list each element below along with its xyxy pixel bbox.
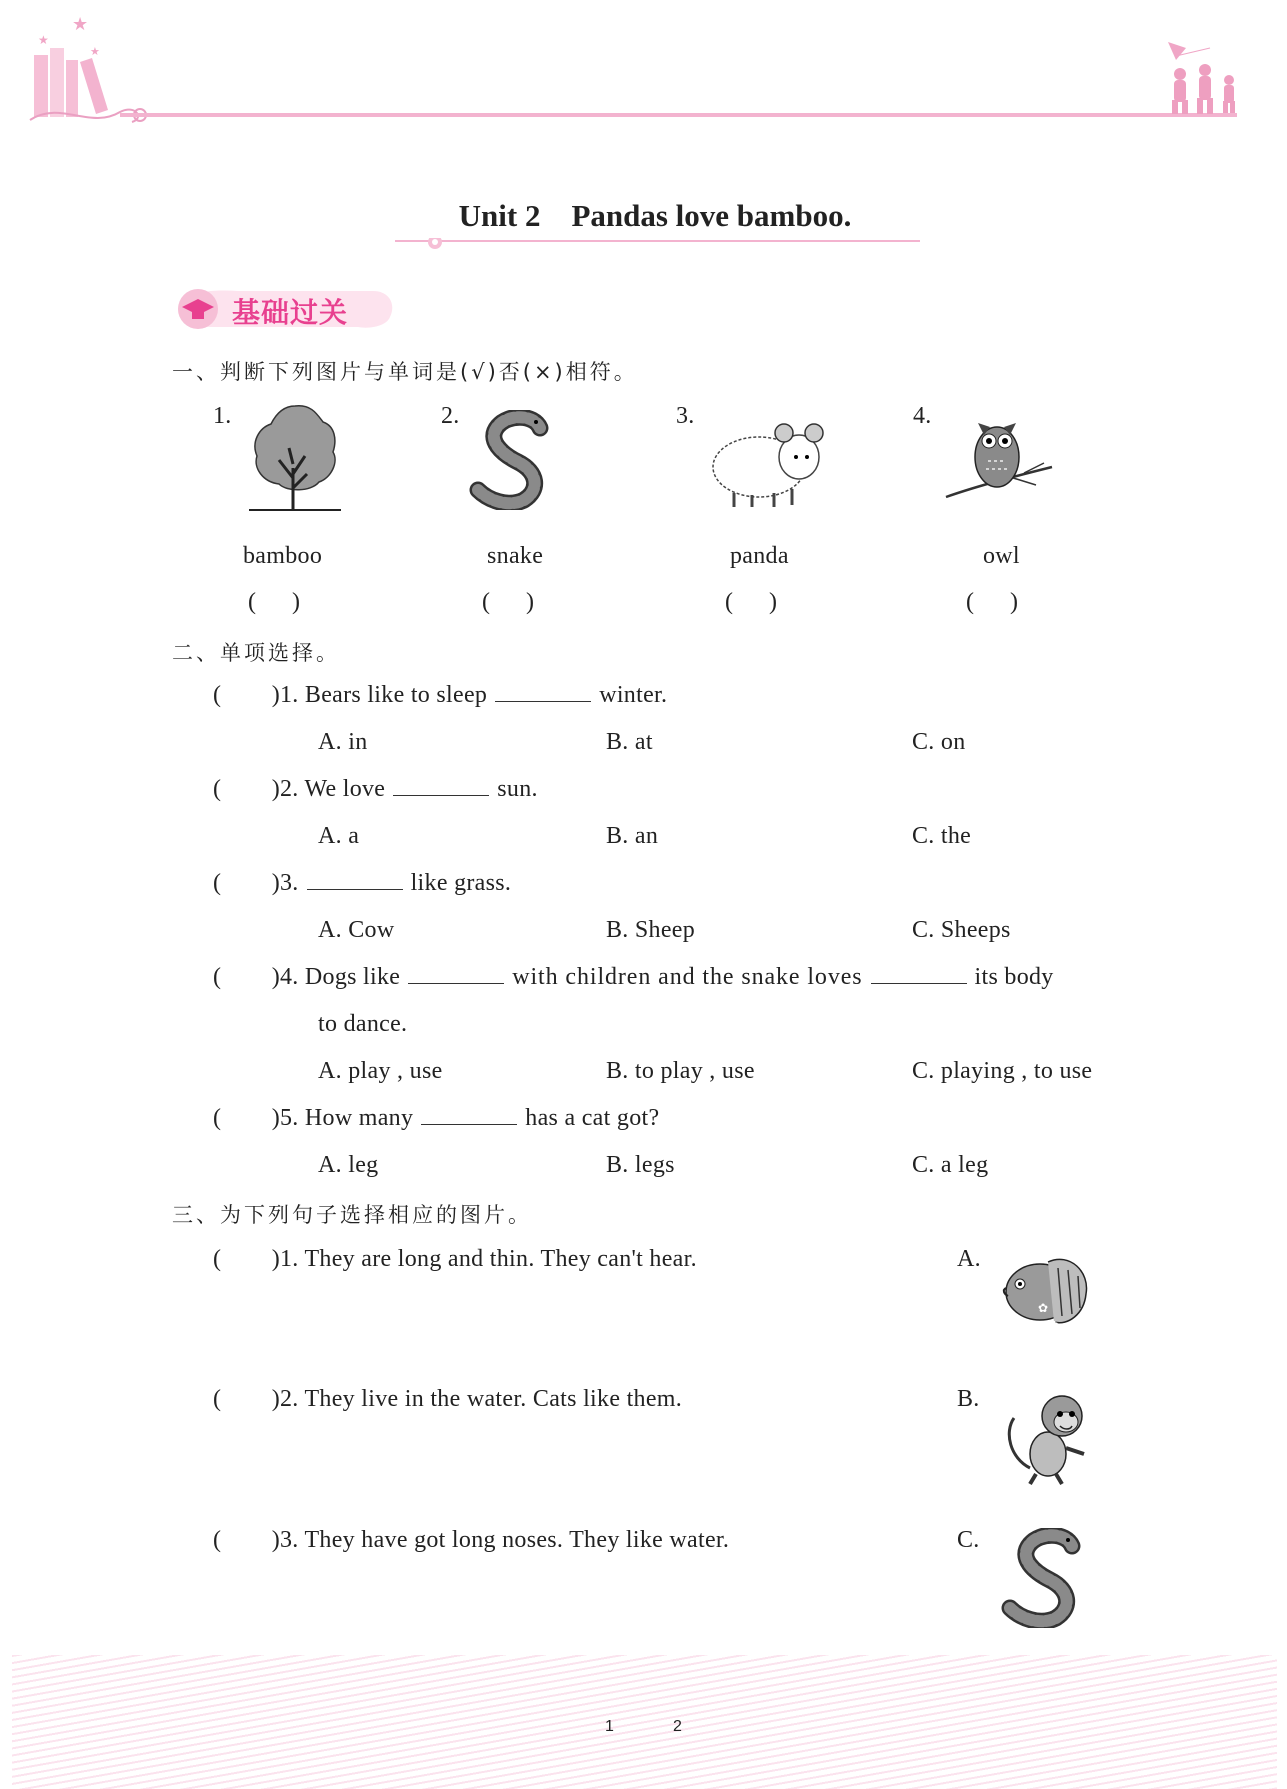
svg-text:✿: ✿ bbox=[1050, 1320, 1059, 1331]
question-text-end: its body bbox=[974, 964, 1054, 990]
monkey-icon bbox=[1000, 1388, 1100, 1488]
question-text: 2. They live in the water. Cats like them. bbox=[279, 1386, 683, 1412]
sheep-icon bbox=[704, 415, 829, 510]
option-c[interactable]: C. on bbox=[912, 729, 966, 755]
option-a[interactable]: A. play , use bbox=[318, 1058, 443, 1084]
title-underline bbox=[395, 238, 920, 250]
option-c[interactable]: C. a leg bbox=[912, 1152, 989, 1178]
page-number-right: 2 bbox=[673, 1718, 682, 1735]
answer-paren[interactable]: ( ) bbox=[213, 1527, 280, 1553]
part3-heading: 三、为下列句子选择相应的图片。 bbox=[172, 1203, 532, 1227]
question-text-end: has a cat got? bbox=[525, 1105, 660, 1131]
question-row bbox=[213, 1386, 682, 1413]
question-row bbox=[213, 870, 511, 897]
option-b[interactable]: B. at bbox=[606, 729, 653, 755]
answer-paren[interactable]: ( ) bbox=[213, 1386, 280, 1412]
part1-item-number: 2. bbox=[441, 403, 460, 429]
question-text-end: sun. bbox=[497, 776, 538, 802]
snake-icon bbox=[468, 410, 558, 510]
picture-label: A. bbox=[957, 1246, 981, 1272]
question-text: 3. They have got long noses. They like water. bbox=[279, 1527, 730, 1553]
section-badge bbox=[168, 285, 403, 333]
fill-blank[interactable] bbox=[307, 888, 403, 890]
part2-heading: 二、单项选择。 bbox=[172, 641, 340, 665]
svg-text:★: ★ bbox=[38, 33, 49, 47]
answer-paren[interactable]: ( ) bbox=[213, 682, 280, 708]
answer-paren[interactable]: ( ) bbox=[966, 589, 1018, 615]
option-b[interactable]: B. an bbox=[606, 823, 659, 849]
question-row bbox=[213, 1246, 697, 1273]
option-b[interactable]: B. Sheep bbox=[606, 917, 696, 943]
question-continuation: to dance. bbox=[318, 1011, 408, 1037]
option-c[interactable]: C. Sheeps bbox=[912, 917, 1011, 943]
question-text-end: like grass. bbox=[410, 870, 512, 896]
svg-text:✿: ✿ bbox=[1038, 1301, 1049, 1315]
question-text: 1. Bears like to sleep bbox=[279, 682, 488, 708]
part1-item-number: 3. bbox=[676, 403, 695, 429]
question-text: 4. Dogs like bbox=[279, 964, 401, 990]
fill-blank[interactable] bbox=[421, 1123, 517, 1125]
question-text: 3. bbox=[279, 870, 299, 896]
option-c[interactable]: C. playing , to use bbox=[912, 1058, 1093, 1084]
snake-icon bbox=[1000, 1528, 1090, 1628]
option-a[interactable]: A. in bbox=[318, 729, 368, 755]
answer-paren[interactable]: ( ) bbox=[213, 776, 280, 802]
answer-paren[interactable]: ( ) bbox=[213, 964, 280, 990]
question-text: 2. We love bbox=[279, 776, 386, 802]
answer-paren[interactable]: ( ) bbox=[725, 589, 777, 615]
option-a[interactable]: A. leg bbox=[318, 1152, 379, 1178]
question-text-end: winter. bbox=[599, 682, 668, 708]
fill-blank[interactable] bbox=[393, 794, 489, 796]
owl-icon bbox=[940, 405, 1055, 505]
svg-text:★: ★ bbox=[90, 46, 100, 58]
header-decoration bbox=[0, 0, 1287, 140]
question-row bbox=[213, 682, 667, 709]
part1-word: owl bbox=[983, 543, 1020, 569]
fill-blank[interactable] bbox=[495, 700, 591, 702]
part1-item-number: 1. bbox=[213, 403, 232, 429]
header-books-icon bbox=[0, 0, 1287, 140]
answer-paren[interactable]: ( ) bbox=[482, 589, 534, 615]
question-text: 5. How many bbox=[279, 1105, 414, 1131]
page-number-left: 1 bbox=[605, 1718, 614, 1735]
part1-word: snake bbox=[487, 543, 544, 569]
answer-paren[interactable]: ( ) bbox=[213, 1105, 280, 1131]
part1-word: panda bbox=[730, 543, 789, 569]
answer-paren[interactable]: ( ) bbox=[248, 589, 300, 615]
svg-text:★: ★ bbox=[72, 14, 89, 34]
part1-item-number: 4. bbox=[913, 403, 932, 429]
option-a[interactable]: A. a bbox=[318, 823, 360, 849]
question-row bbox=[213, 1527, 729, 1554]
option-a[interactable]: A. Cow bbox=[318, 917, 395, 943]
question-text-mid: with children and the snake loves bbox=[512, 964, 863, 990]
fill-blank[interactable] bbox=[871, 982, 967, 984]
part1-heading: 一、判断下列图片与单词是(√)否(×)相符。 bbox=[172, 360, 638, 384]
fill-blank[interactable] bbox=[408, 982, 504, 984]
picture-label: C. bbox=[957, 1527, 980, 1553]
option-c[interactable]: C. the bbox=[912, 823, 972, 849]
part1-word: bamboo bbox=[243, 543, 323, 569]
option-b[interactable]: B. to play , use bbox=[606, 1058, 755, 1084]
option-b[interactable]: B. legs bbox=[606, 1152, 675, 1178]
section-badge-label: 基础过关 bbox=[232, 296, 349, 329]
question-row bbox=[213, 1105, 659, 1132]
answer-paren[interactable]: ( ) bbox=[213, 870, 280, 896]
picture-label: B. bbox=[957, 1386, 980, 1412]
fish-icon bbox=[998, 1242, 1093, 1337]
question-row bbox=[213, 964, 1054, 991]
tree-icon bbox=[245, 398, 345, 516]
answer-paren[interactable]: ( ) bbox=[213, 1246, 280, 1272]
question-row bbox=[213, 776, 538, 803]
footer-band bbox=[12, 1655, 1277, 1789]
question-text: 1. They are long and thin. They can't hear. bbox=[279, 1246, 697, 1272]
page-title: Unit 2 Pandas love bamboo. bbox=[458, 198, 852, 233]
